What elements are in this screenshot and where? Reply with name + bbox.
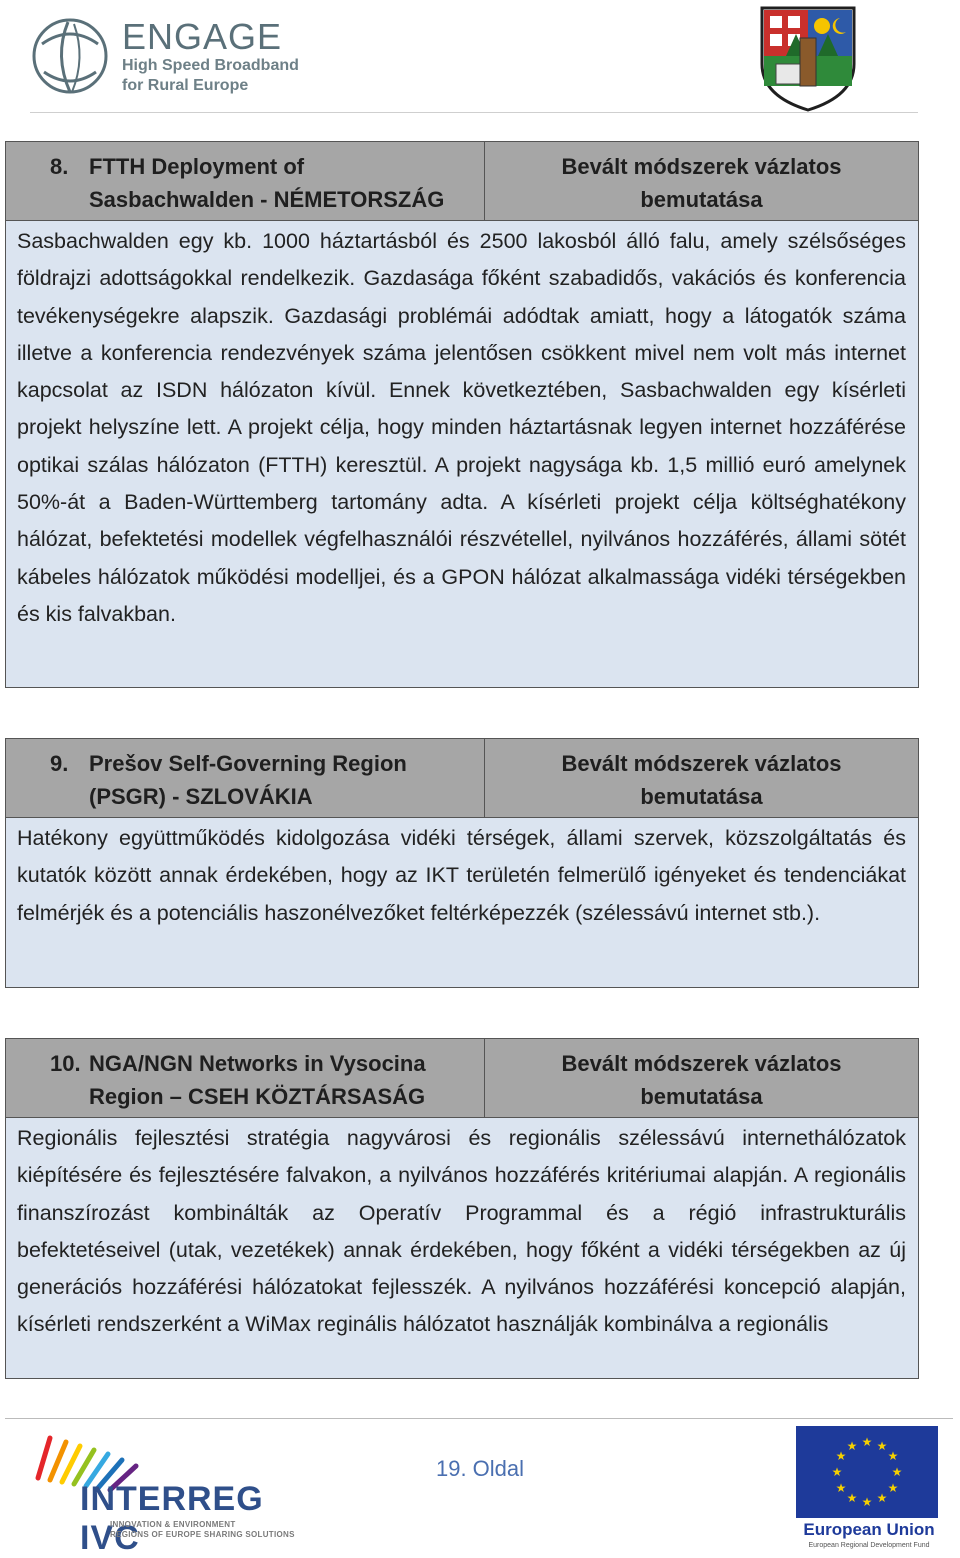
header-divider: [30, 112, 918, 113]
section-9: [5, 738, 919, 988]
eu-label: European Union: [803, 1520, 935, 1539]
page-header: [0, 0, 960, 115]
section-number: 9.: [50, 751, 69, 776]
svg-text:★: ★: [846, 1439, 858, 1453]
svg-text:★: ★: [876, 1439, 888, 1453]
section-subheading: [485, 739, 918, 817]
section-title: [6, 142, 485, 220]
eu-flag-icon: [796, 1426, 938, 1518]
section-title-text: [89, 150, 444, 220]
svg-text:★: ★: [831, 1465, 843, 1479]
section-header: [6, 739, 918, 818]
page-number: 19. Oldal: [435, 1456, 525, 1481]
section-title-line-1: NGA/NGN Networks in Vysocina: [89, 1051, 426, 1076]
section-title-text: [89, 747, 407, 817]
engage-logo-icon: [30, 14, 110, 98]
engage-subtitle-2: for Rural Europe: [122, 77, 249, 94]
eu-sublabel: European Regional Development Fund: [808, 1542, 930, 1549]
section-subheading: [485, 1039, 918, 1117]
svg-text:★: ★: [835, 1449, 847, 1463]
section-header: [6, 142, 918, 221]
section-subheading-line-2: bemutatása: [640, 187, 763, 212]
interreg-title: INTERREG IVC: [80, 1480, 264, 1557]
section-title-line-2: Sasbachwalden - NÉMETORSZÁG: [89, 187, 445, 212]
section-subheading-line-2: bemutatása: [640, 1084, 763, 1109]
interreg-logo: [28, 1432, 308, 1557]
svg-text:★: ★: [861, 1495, 873, 1509]
svg-text:★: ★: [861, 1435, 873, 1449]
section-title: [6, 739, 485, 817]
section-header: [6, 1039, 918, 1118]
section-subheading-line-1: Bevált módszerek vázlatos: [561, 751, 842, 776]
engage-subtitle-1: High Speed Broadband: [122, 57, 299, 74]
section-body: Regionális fejlesztési stratégia nagyvárosi és regionális szélessávú internethálózatok kiépítésére és fejlesztésére falvakon, a nyilvános hozzáférés kritériumai alapján. A regionális finanszírozást kombinálták az Operatív Programmal és a régió infrastrukturális befektetéseivel (utak, vezetékek) annak érdekében, hogy főként a vidéki térségekben az új generációs hozzáférési hálózatokat fejlesszék. A nyilvános hozzáférési koncepció alapján, kísérleti rendszerként a WiMax reginális hálózatot használják kombinálva a regionális: [17, 1126, 906, 1337]
section-title-line-1: FTTH Deployment of: [89, 154, 305, 179]
interreg-subtitle-1: INNOVATION & ENVIRONMENT: [110, 1520, 236, 1529]
engage-title: ENGAGE: [122, 16, 283, 57]
svg-text:★: ★: [835, 1481, 847, 1495]
section-number: 8.: [50, 154, 69, 179]
svg-text:★: ★: [887, 1449, 899, 1463]
section-title-line-2: (PSGR) - SZLOVÁKIA: [89, 784, 313, 809]
section-title-line-2: Region – CSEH KÖZTÁRSASÁG: [89, 1084, 426, 1109]
section-subheading-line-1: Bevált módszerek vázlatos: [561, 154, 842, 179]
coat-of-arms-icon: [756, 4, 860, 112]
section-subheading-line-1: Bevált módszerek vázlatos: [561, 1051, 842, 1076]
section-10: [5, 1038, 919, 1379]
section-number: 10.: [50, 1051, 81, 1076]
section-body: Sasbachwalden egy kb. 1000 háztartásból és 2500 lakosból álló falu, amely szélsőséges földrajzi adottságokkal rendelkezik. Gazdasága főként szabadidős, vakációs és konferencia tevékenységekre alapszik. Gazdasági problémái adódtak amiatt, hogy a látogatók száma illetve a konferencia rendezvények száma jelentősen csökkent mivel nem volt más internet kapcsolat az ISDN hálózaton kívül. Ennek következtében, Sasbachwalden egy kísérleti projekt helyszíne lett. A projekt célja, hogy minden háztartásnak legyen internet hozzáférése optikai szálas hálózaton (FTTH) keresztül. A projekt nagysága kb. 1,5 millió euró amelynek 50%-át a Baden-Württemberg tartomány adta. A kísérleti projekt célja költséghatékony hálózat, befektetési modellek végfelhasználói részvétellel, nyilvános hozzáférés, állami sötét kábeles hálózatok működési modelljei, és a GPON hálózat alkalmassága vidéki térségekben és kis falvakban.: [17, 229, 906, 626]
svg-text:★: ★: [846, 1491, 858, 1505]
footer-divider: [5, 1418, 953, 1419]
section-title-line-1: Prešov Self-Governing Region: [89, 751, 407, 776]
svg-text:★: ★: [891, 1465, 903, 1479]
interreg-subtitle-2: REGIONS OF EUROPE SHARING SOLUTIONS: [110, 1530, 295, 1539]
svg-text:★: ★: [887, 1481, 899, 1495]
section-title-text: [89, 1047, 426, 1117]
section-body: Hatékony együttműködés kidolgozása vidéki térségek, állami szervek, közszolgáltatás és kutatók között annak érdekében, hogy az IKT területén felmerülő igényeket és tendenciákat felmérjék és a potenciális haszonélvezőket feltérképezzék (szélessávú internet stb.).: [17, 826, 906, 925]
engage-logo-text: [122, 18, 299, 96]
section-subheading-line-2: bemutatása: [640, 784, 763, 809]
section-title: [6, 1039, 485, 1117]
section-8: [5, 141, 919, 688]
section-subheading: [485, 142, 918, 220]
svg-text:★: ★: [876, 1491, 888, 1505]
